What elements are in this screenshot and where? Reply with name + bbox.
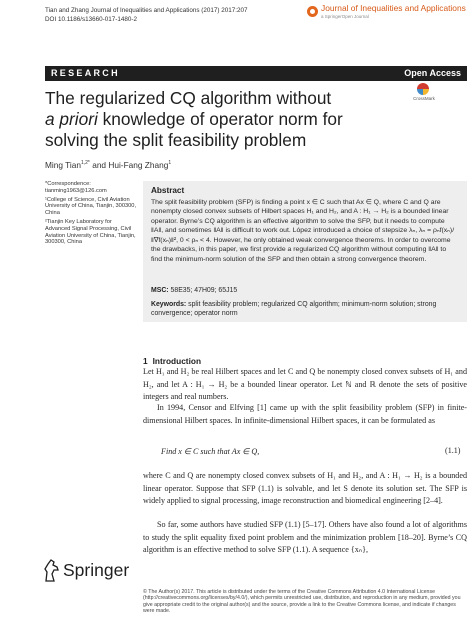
section-heading: [143, 356, 206, 366]
author-line: [45, 160, 171, 170]
affiliation-item: ²Tianjin Key Laboratory for Advanced Signal Processing, Civil Aviation University of China, Tianjin, 300300, China: [45, 218, 136, 246]
springer-logo: [43, 558, 136, 588]
msc-codes: 58E35; 47H09; 65J15: [170, 287, 238, 294]
springeropen-logo-icon: [307, 6, 318, 17]
crossmark-icon: [417, 83, 429, 95]
affiliation-item: ¹College of Science, Civil Aviation University of China, Tianjin, 300300, China: [45, 196, 137, 217]
springer-horse-icon: [43, 558, 60, 583]
author-name: Ming Tian: [45, 160, 81, 170]
doi-line[interactable]: DOI 10.1186/s13660-017-1480-2: [45, 16, 137, 23]
license-footer: © The Author(s) 2017. This article is distributed under the terms of the Creative Commons Attribution 4.0 International License (http://creativecommons.org/licenses/by/4.0/), which permits unrestricted use, distribution, and reproduction in any medium, provided you give appropriate credit to the original author(s) and the source, provide a link to the Creative Commons license, and indicate if changes were made.: [143, 589, 461, 614]
correspondence[interactable]: *Correspondence: tianming1963@126.com: [45, 181, 107, 194]
abstract-box: [143, 181, 467, 322]
title-part1: The regularized CQ algorithm without: [45, 88, 332, 108]
abstract-text: The split feasibility problem (SFP) is finding a point x ∈ C such that Ax ∈ Q, where C and Q are nonempty closed convex subsets of Hilbert spaces H₁ and H₂, and A : H₁ → H₂ is a bounded linear operator. Byrne’s CQ algorithm is an effective algorithm to solve the SFP, but it needs to compute ‖A‖, and sometimes ‖A‖ is difficult to work out. López introduced a choice of stepsize λₙ, λₙ = ρₙf(xₙ)/‖∇f(xₙ)‖², 0 < ρₙ < 4. However, he only obtained weak convergence theorems. In order to overcome the drawbacks, in this paper, we first provide a regularized CQ algorithm without computing ‖A‖ to find the minimum-norm solution of the SFP and then obtain a strong convergence theorem.: [151, 199, 455, 263]
publisher-name: Springer: [63, 560, 130, 580]
abstract-heading: Abstract: [151, 186, 185, 195]
running-header: [45, 6, 247, 24]
msc-line: [151, 287, 237, 294]
equation-number: (1.1): [445, 446, 461, 455]
crossmark-label: CrossMark: [413, 96, 435, 101]
author-name: Hui-Fang Zhang: [108, 160, 169, 170]
article-type-label: RESEARCH: [51, 68, 120, 78]
article-title: [45, 88, 375, 151]
paragraph: where C and Q are nonempty closed convex subsets of H₁ and H₂, and A : H₁ → H₂ is a bounded linear operator. Suppose that SFP (1.1) is solvable, and let S denote its solution set. The SFP is widely applied to signal processing, image reconstruction and biomedical engineering [2–4].: [143, 471, 467, 505]
equation: Find x ∈ C such that Ax ∈ Q,: [161, 447, 260, 456]
author-join: and: [92, 160, 107, 170]
open-access-label: Open Access: [404, 68, 461, 78]
paragraph: So far, some authors have studied SFP (1.1) [5–17]. Others have also found a lot of algorithms to study the split equality fixed point problem and the minimization problem [18–20]. Byrne’s CQ algorithm is an effective method to solve SFP (1.1). A sequence {xₙ},: [143, 520, 467, 554]
msc-label: MSC:: [151, 287, 169, 294]
author-sup: 1: [168, 160, 172, 167]
title-part2: knowledge of operator norm for solving the split feasibility problem: [45, 109, 343, 150]
journal-subtitle: a SpringerOpen Journal: [321, 14, 369, 19]
affiliations: [45, 181, 137, 248]
paragraph: Let H₁ and H₂ be real Hilbert spaces and let C and Q be nonempty closed convex subsets of H₁ and H₂, and let A : H₁ → H₂ be a bounded linear operator. Let ℕ and ℝ denote the sets of positive integers and real numbers.: [143, 367, 467, 401]
citation-line: Tian and Zhang Journal of Inequalities and Applications (2017) 2017:207: [45, 7, 248, 14]
journal-name: Journal of Inequalities and Applications: [321, 3, 466, 13]
keywords-text: split feasibility problem; regularized CQ algorithm; minimum-norm solution; strong convergence; operator norm: [151, 301, 437, 318]
section-number: 1: [143, 356, 148, 366]
article-type-band: [45, 66, 467, 81]
keywords-line: [151, 300, 457, 319]
section-title: Introduction: [152, 356, 202, 366]
keywords-label: Keywords:: [151, 301, 187, 308]
crossmark-badge[interactable]: [408, 83, 450, 105]
author-sup: 1,2*: [80, 160, 90, 167]
paragraph: In 1994, Censor and Elfving [1] came up with the split feasibility problem (SFP) in finite-dimensional Hilbert spaces. In infinite-dimensional Hilbert spaces, it can be formulated as: [143, 403, 467, 425]
title-italic: a priori: [45, 109, 98, 129]
